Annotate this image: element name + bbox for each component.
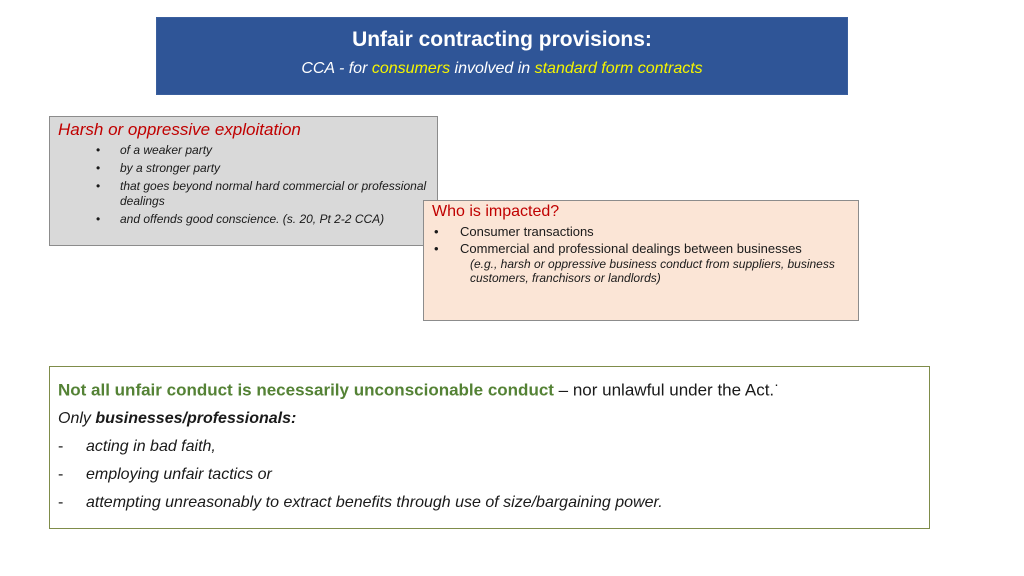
- dash-icon: -: [58, 465, 64, 483]
- harsh-exploitation-box: [49, 116, 438, 246]
- slide-title: Unfair contracting provisions:: [352, 28, 652, 51]
- harsh-list: [58, 143, 429, 227]
- list-item-text: Consumer transactions: [460, 224, 594, 239]
- list-item: [58, 179, 429, 209]
- who-is-impacted-box: [423, 200, 859, 321]
- list-item: [58, 143, 429, 158]
- list-item-text: acting in bad faith,: [86, 437, 216, 455]
- subtitle-prefix: CCA - for: [301, 60, 372, 77]
- bullet-icon: •: [96, 161, 101, 175]
- subtitle-middle: involved in: [450, 60, 535, 77]
- only-businesses-line: [58, 407, 921, 431]
- harsh-heading: Harsh or oppressive exploitation: [58, 120, 301, 139]
- bullet-icon: •: [96, 212, 101, 226]
- impact-heading: Who is impacted?: [432, 203, 560, 220]
- impact-list: [432, 223, 850, 257]
- dash-icon: -: [58, 493, 64, 511]
- list-item: [432, 240, 850, 257]
- list-item: [58, 435, 921, 459]
- businesses-professionals: businesses/professionals:: [95, 409, 297, 427]
- unconscionable-rest: – nor unlawful under the Act.: [553, 380, 775, 400]
- unconscionable-highlight: Not all unfair conduct is necessarily unconscionable conduct: [58, 380, 554, 400]
- list-item-text: attempting unreasonably to extract benefits through use of size/bargaining power.: [86, 493, 663, 511]
- list-item-text: Commercial and professional dealings between businesses: [460, 241, 802, 256]
- list-item: [58, 491, 921, 515]
- subtitle-contracts: standard form contracts: [534, 60, 703, 77]
- bullet-icon: •: [96, 143, 101, 157]
- list-item-text: employing unfair tactics or: [86, 465, 272, 483]
- list-item: [58, 463, 921, 487]
- list-item: [58, 212, 429, 227]
- subtitle-consumers: consumers: [371, 60, 451, 77]
- bullet-icon: •: [434, 224, 439, 239]
- slide-subtitle: [157, 60, 847, 78]
- stray-mark: ·: [774, 377, 779, 393]
- list-item-text: and offends good conscience. (s. 20, Pt 2-2 CCA): [120, 212, 385, 226]
- list-item: [58, 161, 429, 176]
- list-item-text: by a stronger party: [120, 161, 221, 175]
- list-item: [432, 223, 850, 240]
- unconscionable-statement: [58, 373, 921, 403]
- list-item-text: that goes beyond normal hard commercial or professional dealings: [120, 179, 427, 208]
- only-prefix: Only: [58, 409, 96, 427]
- bullet-icon: •: [434, 241, 439, 256]
- bullet-icon: •: [96, 179, 101, 193]
- list-item-text: of a weaker party: [120, 143, 213, 157]
- impact-example: (e.g., harsh or oppressive business conduct from suppliers, business customers, franchisors or landlords): [470, 257, 835, 285]
- unconscionable-conduct-box: [49, 366, 930, 529]
- dash-icon: -: [58, 437, 64, 455]
- title-box: [156, 17, 848, 95]
